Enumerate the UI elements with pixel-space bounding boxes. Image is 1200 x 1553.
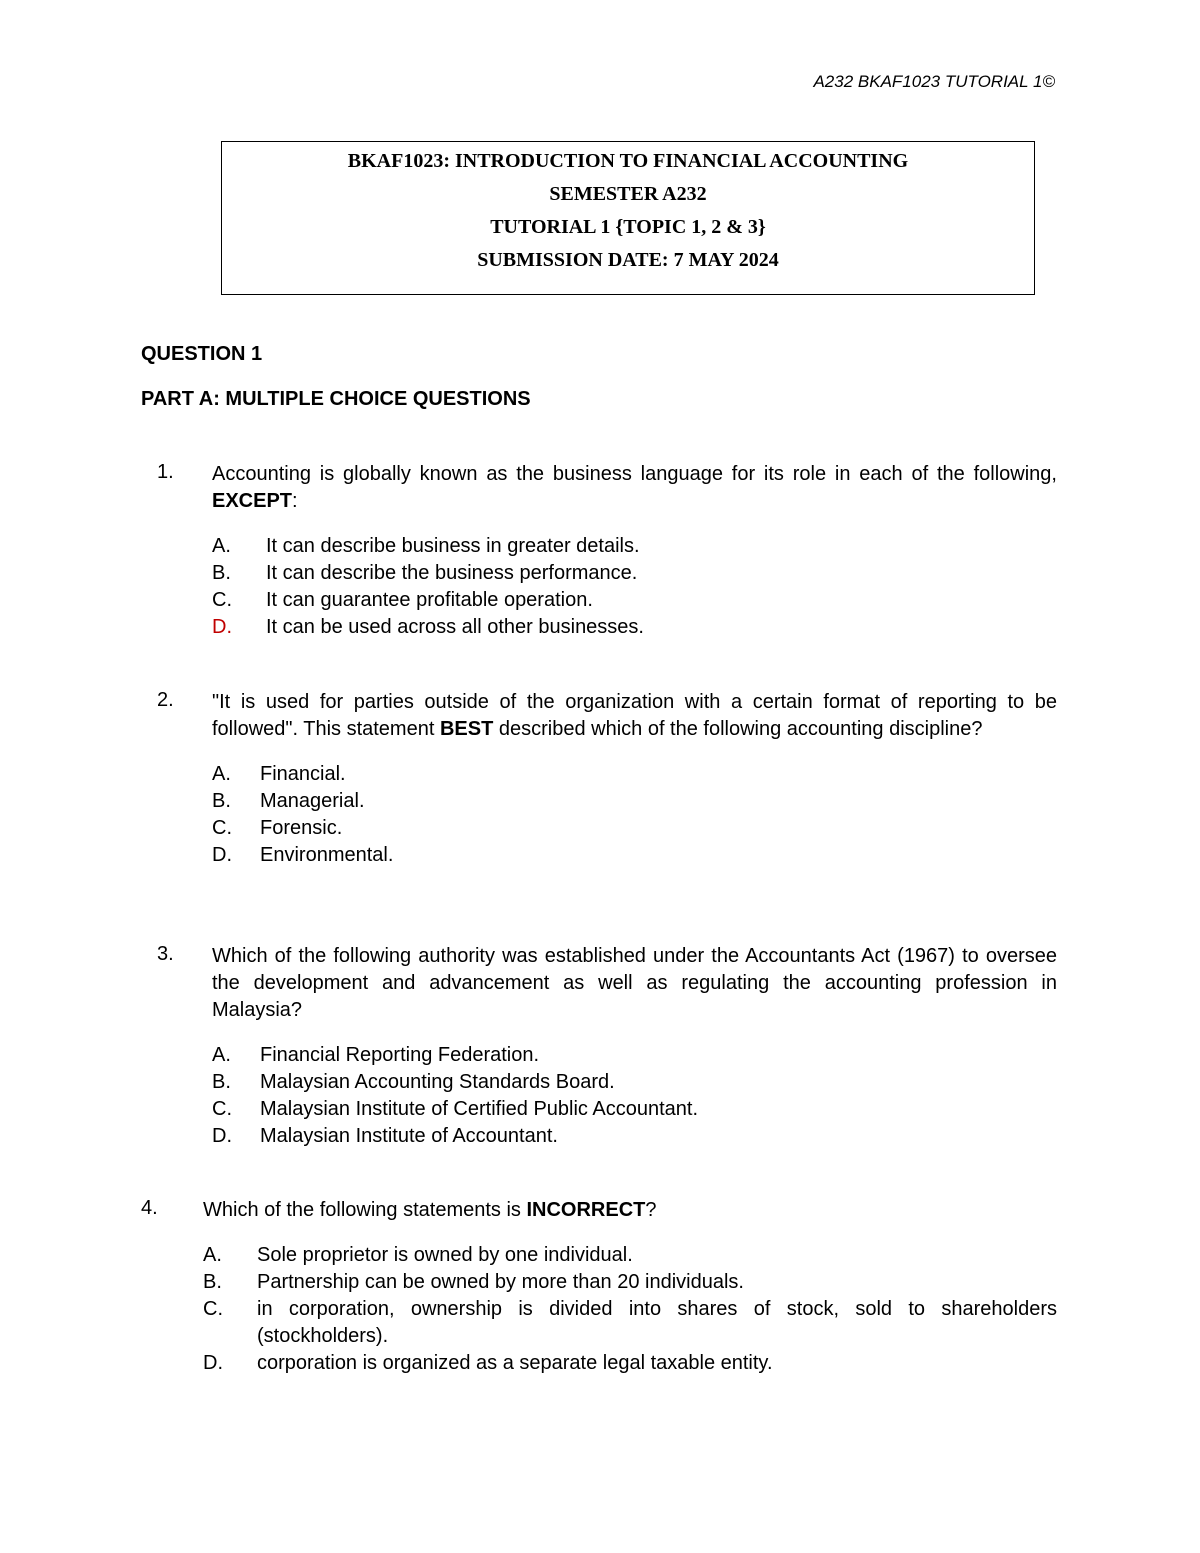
header-course-ref: A232 BKAF1023 TUTORIAL 1© — [813, 72, 1055, 91]
options-list — [212, 533, 1057, 641]
title-box — [221, 141, 1035, 295]
question-heading: QUESTION 1 — [141, 343, 263, 365]
part-heading: PART A: MULTIPLE CHOICE QUESTIONS — [141, 388, 531, 410]
option-b: B. Malaysian Accounting Standards Board. — [212, 1071, 615, 1093]
option-b: B. Partnership can be owned by more than 20 individuals. — [203, 1271, 744, 1293]
question-4 — [141, 1197, 1057, 1377]
question-2 — [141, 689, 1057, 869]
option-a: A. Sole proprietor is owned by one individual. — [203, 1244, 633, 1266]
question-3 — [141, 943, 1057, 1150]
option-c: C. It can guarantee profitable operation. — [212, 589, 593, 611]
question-text: Which of the following statements is INCORRECT? A. Sole proprietor is owned by one individual. B. Partnership can be owned by more than 20 individuals. C. in corporation, ownership is divided into shares of stock, sold to shareholders (stockholders). D. corporation is organized as a separate legal taxable entity. — [203, 1197, 1057, 1377]
option-d: D. It can be used across all other businesses. — [212, 616, 644, 638]
option-d: D. Environmental. — [212, 844, 394, 866]
question-text: Accounting is globally known as the business language for its role in each of the following, EXCEPT: A. It can describe business in greater details. B. It can describe the business performance. C. It can guarantee profitable operation. D. It can be used across all other businesses. — [212, 461, 1057, 641]
tutorial-line: TUTORIAL 1 {TOPIC 1, 2 & 3} — [490, 216, 766, 238]
question-number: 4. — [141, 1197, 158, 1219]
option-a: A. Financial Reporting Federation. — [212, 1044, 540, 1066]
question-text: "It is used for parties outside of the organization with a certain format of reporting to be followed". This statement BEST described which of the following accounting discipline? A. Financial. B. Managerial. C. Forensic. D. Environmental. — [212, 689, 1057, 869]
option-a: A. It can describe business in greater details. — [212, 535, 640, 557]
question-number: 2. — [157, 689, 174, 711]
semester-line: SEMESTER A232 — [549, 183, 707, 205]
question-number: 1. — [157, 461, 174, 483]
question-text: Which of the following authority was established under the Accountants Act (1967) to oversee the development and advancement as well as regulating the accounting profession in Malaysia? A. Financial Reporting Federation. B. Malaysian Accounting Standards Board. C. Malaysian Institute of Certified Public Accountant. D. Malaysian Institute of Accountant. — [212, 943, 1057, 1150]
option-d: D. Malaysian Institute of Accountant. — [212, 1125, 558, 1147]
question-number: 3. — [157, 943, 174, 965]
question-1 — [141, 461, 1057, 641]
option-b: B. Managerial. — [212, 790, 365, 812]
submission-date-line: SUBMISSION DATE: 7 MAY 2024 — [477, 249, 779, 271]
option-c: C. Malaysian Institute of Certified Public Accountant. — [212, 1098, 699, 1120]
options-list — [212, 761, 1057, 869]
options-list — [203, 1242, 1057, 1377]
course-title: BKAF1023: INTRODUCTION TO FINANCIAL ACCOUNTING — [347, 150, 909, 172]
option-c: C. Forensic. — [212, 817, 343, 839]
options-list — [212, 1042, 1057, 1150]
option-a: A. Financial. — [212, 763, 346, 785]
option-b: B. It can describe the business performance. — [212, 562, 638, 584]
option-c: C. in corporation, ownership is divided into shares of stock, sold to shareholders (stockholders). — [203, 1298, 1057, 1347]
option-d: D. corporation is organized as a separate legal taxable entity. — [203, 1352, 773, 1374]
